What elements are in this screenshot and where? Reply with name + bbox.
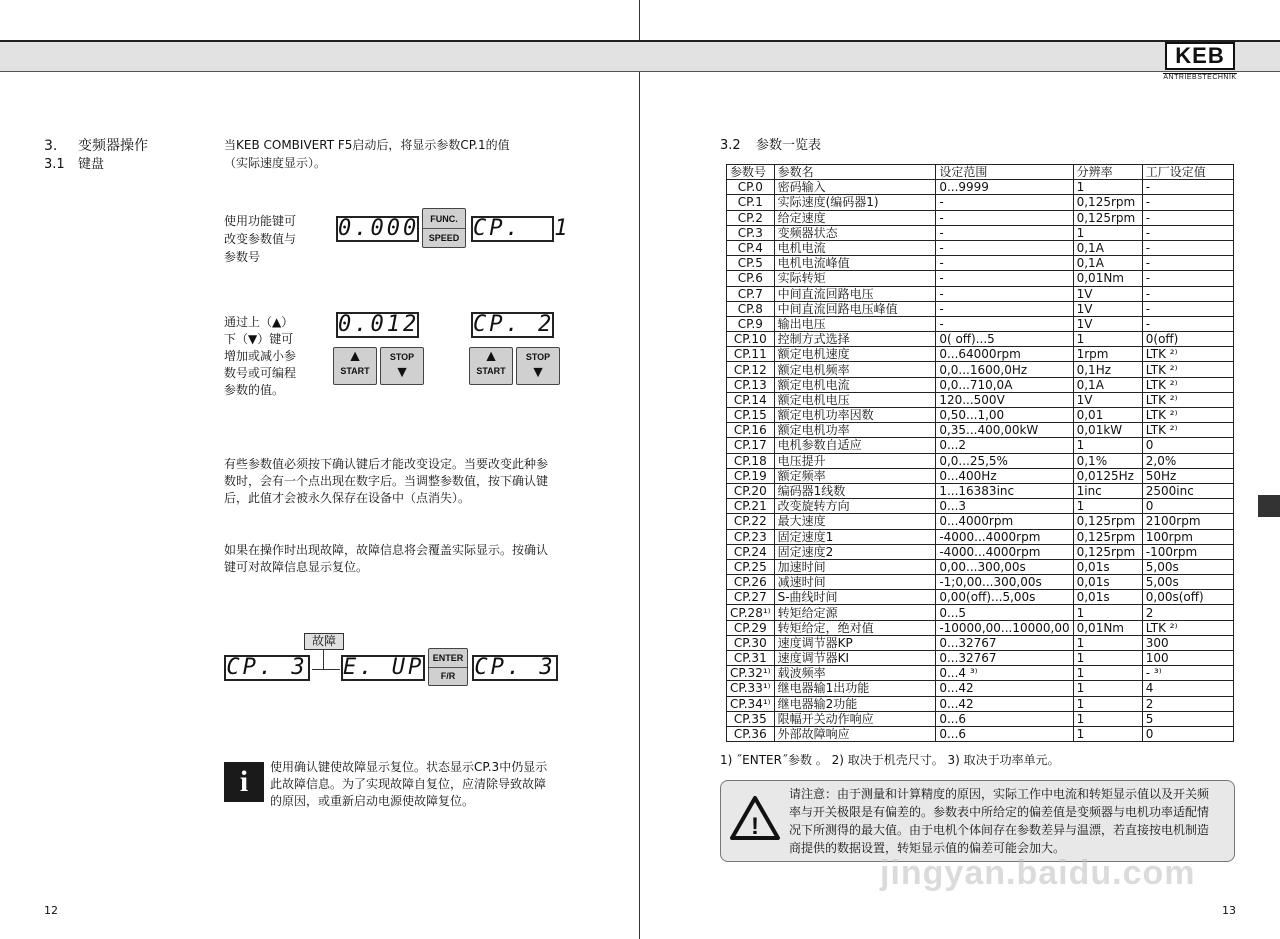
range-cell: - bbox=[936, 210, 1073, 225]
param-name-cell: 额定电机电压 bbox=[774, 392, 936, 407]
right-section-number: 3.2 bbox=[720, 138, 741, 153]
enter-fr-key[interactable] bbox=[428, 648, 468, 686]
resolution-cell: 1 bbox=[1073, 635, 1142, 650]
fr-key-label: F/R bbox=[440, 671, 456, 681]
resolution-cell: 1V bbox=[1073, 286, 1142, 301]
table-row bbox=[727, 256, 1234, 271]
param-no-cell: CP.5 bbox=[727, 256, 775, 271]
default-cell: LTK ²⁾ bbox=[1142, 362, 1233, 377]
default-cell: LTK ²⁾ bbox=[1142, 423, 1233, 438]
param-no-cell: CP.34¹⁾ bbox=[727, 696, 775, 711]
table-row bbox=[727, 666, 1234, 681]
range-cell: 0,0...25,5% bbox=[936, 453, 1073, 468]
display-cp1: CP. 1 bbox=[473, 216, 571, 241]
start-up-key[interactable] bbox=[333, 347, 377, 385]
param-no-cell: CP.14 bbox=[727, 392, 775, 407]
display-cp3-after: CP. 3 bbox=[472, 655, 558, 681]
resolution-cell: 0,01Nm bbox=[1073, 271, 1142, 286]
default-cell: 5 bbox=[1142, 711, 1233, 726]
func-speed-key[interactable] bbox=[422, 208, 466, 248]
table-row bbox=[727, 590, 1234, 605]
param-name-cell: 限幅开关动作响应 bbox=[774, 711, 936, 726]
param-no-cell: CP.13 bbox=[727, 377, 775, 392]
param-name-cell: 额定频率 bbox=[774, 468, 936, 483]
default-cell: - bbox=[1142, 210, 1233, 225]
table-row bbox=[727, 514, 1234, 529]
confirm-text-3: 后，此值才会被永久保存在设备中（点消失）。 bbox=[224, 491, 471, 505]
default-cell: 0 bbox=[1142, 726, 1233, 741]
updown-text-4: 数号或可编程 bbox=[224, 366, 297, 380]
resolution-cell: 1 bbox=[1073, 651, 1142, 666]
resolution-cell: 0,01kW bbox=[1073, 423, 1142, 438]
range-cell: 0,0...710,0A bbox=[936, 377, 1073, 392]
table-row bbox=[727, 240, 1234, 255]
subsection-number: 3.1 bbox=[44, 157, 65, 172]
default-cell: 100 bbox=[1142, 651, 1233, 666]
resolution-cell: 0,01s bbox=[1073, 559, 1142, 574]
range-cell: 0...32767 bbox=[936, 651, 1073, 666]
param-name-cell: 最大速度 bbox=[774, 514, 936, 529]
param-no-cell: CP.7 bbox=[727, 286, 775, 301]
header-band bbox=[0, 40, 1280, 72]
default-cell: 2100rpm bbox=[1142, 514, 1233, 529]
param-no-cell: CP.8 bbox=[727, 301, 775, 316]
right-section-title: 参数一览表 bbox=[756, 138, 822, 153]
range-cell: - bbox=[936, 301, 1073, 316]
intro-line-2: （实际速度显示）。 bbox=[224, 156, 327, 170]
fault-text-1: 如果在操作时出现故障，故障信息将会覆盖实际显示。按确认 bbox=[224, 543, 549, 557]
param-name-cell: 速度调节器KP bbox=[774, 635, 936, 650]
table-row bbox=[727, 468, 1234, 483]
table-row bbox=[727, 316, 1234, 331]
range-cell: - bbox=[936, 195, 1073, 210]
param-name-cell: 中间直流回路电压峰值 bbox=[774, 301, 936, 316]
param-no-cell: CP.26 bbox=[727, 575, 775, 590]
param-no-cell: CP.25 bbox=[727, 559, 775, 574]
default-cell: - bbox=[1142, 225, 1233, 240]
param-name-cell: 额定电机功率因数 bbox=[774, 408, 936, 423]
param-no-cell: CP.29 bbox=[727, 620, 775, 635]
warning-text-1: 请注意：由于测量和计算精度的原因，实际工作中电流和转矩显示值以及开关频 bbox=[789, 787, 1210, 801]
param-no-cell: CP.0 bbox=[727, 180, 775, 195]
header-param-no: 参数号 bbox=[727, 165, 775, 180]
resolution-cell: 0,01Nm bbox=[1073, 620, 1142, 635]
default-cell: 5,00s bbox=[1142, 559, 1233, 574]
param-name-cell: 实际转矩 bbox=[774, 271, 936, 286]
table-row bbox=[727, 544, 1234, 559]
range-cell: 1...16383inc bbox=[936, 483, 1073, 498]
down-arrow-icon: ▼ bbox=[394, 364, 410, 381]
table-row bbox=[727, 726, 1234, 741]
default-cell: 5,00s bbox=[1142, 575, 1233, 590]
param-name-cell: 继电器输1出功能 bbox=[774, 681, 936, 696]
table-row bbox=[727, 210, 1234, 225]
range-cell: - bbox=[936, 225, 1073, 240]
range-cell: 0...64000rpm bbox=[936, 347, 1073, 362]
fault-connector-v bbox=[323, 650, 324, 670]
default-cell: 100rpm bbox=[1142, 529, 1233, 544]
resolution-cell: 1 bbox=[1073, 681, 1142, 696]
param-name-cell: 额定电机速度 bbox=[774, 347, 936, 362]
stop-key-label: STOP bbox=[389, 352, 415, 362]
table-row bbox=[727, 575, 1234, 590]
keb-logo-subtitle: ANTRIEBSTECHNIK bbox=[1163, 74, 1237, 81]
resolution-cell: 0,01s bbox=[1073, 575, 1142, 590]
resolution-cell: 0,125rpm bbox=[1073, 529, 1142, 544]
subsection-title: 键盘 bbox=[78, 157, 105, 172]
default-cell: LTK ²⁾ bbox=[1142, 377, 1233, 392]
range-cell: -4000...4000rpm bbox=[936, 544, 1073, 559]
default-cell: 0(off) bbox=[1142, 332, 1233, 347]
func-text-2: 改变参数值与 bbox=[224, 232, 297, 246]
default-cell: - bbox=[1142, 286, 1233, 301]
range-cell: 0...400Hz bbox=[936, 468, 1073, 483]
param-name-cell: 输出电压 bbox=[774, 316, 936, 331]
default-cell: LTK ²⁾ bbox=[1142, 408, 1233, 423]
warning-text-3: 况下所测得的最大值。由于电机个体间存在参数差异与温漂，若直接按电机制造 bbox=[789, 823, 1210, 837]
default-cell: - bbox=[1142, 180, 1233, 195]
resolution-cell: 0,1% bbox=[1073, 453, 1142, 468]
table-row bbox=[727, 635, 1234, 650]
info-text-2: 此故障信息。为了实现故障自复位，应清除导致故障 bbox=[270, 777, 547, 791]
resolution-cell: 0,01 bbox=[1073, 408, 1142, 423]
range-cell: 0,0...1600,0Hz bbox=[936, 362, 1073, 377]
enter-key-label: ENTER bbox=[429, 649, 467, 668]
info-text-1: 使用确认键使故障显示复位。状态显示CP.3中仍显示 bbox=[270, 760, 548, 774]
updown-text-1: 通过上（▲） bbox=[224, 315, 294, 329]
param-name-cell: 外部故障响应 bbox=[774, 726, 936, 741]
resolution-cell: 1rpm bbox=[1073, 347, 1142, 362]
resolution-cell: 0,01s bbox=[1073, 590, 1142, 605]
func-text-1: 使用功能键可 bbox=[224, 214, 297, 228]
range-cell: 0,50...1,00 bbox=[936, 408, 1073, 423]
section-title: 变频器操作 bbox=[78, 138, 148, 154]
warning-text-2: 率与开关极限是有偏差的。参数表中所给定的偏差值是变频器与电机功率适配情 bbox=[789, 805, 1210, 819]
param-no-cell: CP.21 bbox=[727, 499, 775, 514]
range-cell: - bbox=[936, 240, 1073, 255]
resolution-cell: 1 bbox=[1073, 499, 1142, 514]
param-name-cell: 额定电机频率 bbox=[774, 362, 936, 377]
param-name-cell: 额定电机功率 bbox=[774, 423, 936, 438]
warning-icon bbox=[729, 795, 781, 841]
param-no-cell: CP.10 bbox=[727, 332, 775, 347]
param-no-cell: CP.12 bbox=[727, 362, 775, 377]
range-cell: 0...6 bbox=[936, 726, 1073, 741]
param-no-cell: CP.24 bbox=[727, 544, 775, 559]
default-cell: - bbox=[1142, 240, 1233, 255]
header-resolution: 分辨率 bbox=[1073, 165, 1142, 180]
param-name-cell: 给定速度 bbox=[774, 210, 936, 225]
param-name-cell: 转矩给定，绝对值 bbox=[774, 620, 936, 635]
resolution-cell: 0,1A bbox=[1073, 256, 1142, 271]
param-no-cell: CP.23 bbox=[727, 529, 775, 544]
param-no-cell: CP.33¹⁾ bbox=[727, 681, 775, 696]
resolution-cell: 1 bbox=[1073, 225, 1142, 240]
table-row bbox=[727, 438, 1234, 453]
table-row bbox=[727, 681, 1234, 696]
param-no-cell: CP.18 bbox=[727, 453, 775, 468]
param-no-cell: CP.17 bbox=[727, 438, 775, 453]
default-cell: - bbox=[1142, 271, 1233, 286]
stop-key-label: STOP bbox=[525, 352, 551, 362]
resolution-cell: 0,1Hz bbox=[1073, 362, 1142, 377]
param-name-cell: 密码输入 bbox=[774, 180, 936, 195]
resolution-cell: 1 bbox=[1073, 666, 1142, 681]
resolution-cell: 0,125rpm bbox=[1073, 210, 1142, 225]
param-no-cell: CP.32¹⁾ bbox=[727, 666, 775, 681]
display-value: 0.000 bbox=[338, 216, 420, 241]
info-icon: i bbox=[224, 762, 264, 802]
default-cell: - bbox=[1142, 256, 1233, 271]
table-header-row bbox=[727, 165, 1234, 180]
table-row bbox=[727, 423, 1234, 438]
page-number-right: 13 bbox=[1222, 904, 1236, 917]
table-row bbox=[727, 286, 1234, 301]
header-default: 工厂设定值 bbox=[1142, 165, 1233, 180]
range-cell: 0...42 bbox=[936, 681, 1073, 696]
page-spine bbox=[639, 0, 640, 939]
warning-mark: ! bbox=[751, 813, 759, 840]
table-row bbox=[727, 499, 1234, 514]
default-cell: 50Hz bbox=[1142, 468, 1233, 483]
updown-text-5: 参数的值。 bbox=[224, 383, 285, 397]
table-row bbox=[727, 180, 1234, 195]
range-cell: - bbox=[936, 256, 1073, 271]
param-name-cell: 改变旋转方向 bbox=[774, 499, 936, 514]
resolution-cell: 0,125rpm bbox=[1073, 195, 1142, 210]
resolution-cell: 1 bbox=[1073, 605, 1142, 620]
param-no-cell: CP.11 bbox=[727, 347, 775, 362]
param-no-cell: CP.20 bbox=[727, 483, 775, 498]
resolution-cell: 0,125rpm bbox=[1073, 514, 1142, 529]
table-footnote: 1) ˝ENTER˝参数 。 2) 取决于机壳尺寸。 3) 取决于功率单元。 bbox=[720, 753, 1060, 767]
down-arrow-icon: ▼ bbox=[530, 364, 546, 381]
resolution-cell: 1inc bbox=[1073, 483, 1142, 498]
default-cell: 2 bbox=[1142, 605, 1233, 620]
param-no-cell: CP.22 bbox=[727, 514, 775, 529]
resolution-cell: 1 bbox=[1073, 332, 1142, 347]
resolution-cell: 1 bbox=[1073, 726, 1142, 741]
range-cell: 0...4000rpm bbox=[936, 514, 1073, 529]
range-cell: 0...4 ³⁾ bbox=[936, 666, 1073, 681]
range-cell: - bbox=[936, 286, 1073, 301]
table-row bbox=[727, 347, 1234, 362]
range-cell: 0,00...300,00s bbox=[936, 559, 1073, 574]
range-cell: -4000...4000rpm bbox=[936, 529, 1073, 544]
table-row bbox=[727, 271, 1234, 286]
param-name-cell: 继电器输2功能 bbox=[774, 696, 936, 711]
table-row bbox=[727, 362, 1234, 377]
param-no-cell: CP.35 bbox=[727, 711, 775, 726]
param-name-cell: 电机参数自适应 bbox=[774, 438, 936, 453]
resolution-cell: 0,1A bbox=[1073, 240, 1142, 255]
param-no-cell: CP.1 bbox=[727, 195, 775, 210]
param-name-cell: 电压提升 bbox=[774, 453, 936, 468]
start-up-key-2[interactable] bbox=[469, 347, 513, 385]
default-cell: - bbox=[1142, 195, 1233, 210]
display-error-eup: E. UP bbox=[343, 655, 425, 680]
range-cell: - bbox=[936, 316, 1073, 331]
range-cell: 0...9999 bbox=[936, 180, 1073, 195]
table-row bbox=[727, 696, 1234, 711]
param-name-cell: 实际速度(编码器1) bbox=[774, 195, 936, 210]
header-param-name: 参数名 bbox=[774, 165, 936, 180]
param-name-cell: 速度调节器KI bbox=[774, 651, 936, 666]
param-name-cell: 载波频率 bbox=[774, 666, 936, 681]
table-row bbox=[727, 605, 1234, 620]
func-key-label: FUNC. bbox=[423, 209, 465, 229]
speed-key-label: SPEED bbox=[428, 233, 460, 243]
resolution-cell: 1V bbox=[1073, 392, 1142, 407]
default-cell: - ³⁾ bbox=[1142, 666, 1233, 681]
default-cell: -100rpm bbox=[1142, 544, 1233, 559]
default-cell: 0 bbox=[1142, 438, 1233, 453]
warning-box bbox=[720, 780, 1235, 862]
confirm-text-1: 有些参数值必须按下确认键后才能改变设定。当要改变此种参 bbox=[224, 457, 549, 471]
resolution-cell: 1 bbox=[1073, 180, 1142, 195]
parameter-table bbox=[726, 164, 1234, 742]
table-row bbox=[727, 408, 1234, 423]
range-cell: 0...2 bbox=[936, 438, 1073, 453]
fault-text-2: 键可对故障信息显示复位。 bbox=[224, 560, 369, 574]
intro-line-1: 当KEB COMBIVERT F5启动后，将显示参数CP.1的值 bbox=[224, 138, 510, 152]
range-cell: - bbox=[936, 271, 1073, 286]
param-no-cell: CP.31 bbox=[727, 651, 775, 666]
up-arrow-icon: ▲ bbox=[483, 348, 499, 365]
default-cell: 2,0% bbox=[1142, 453, 1233, 468]
param-no-cell: CP.15 bbox=[727, 408, 775, 423]
param-no-cell: CP.36 bbox=[727, 726, 775, 741]
table-row bbox=[727, 711, 1234, 726]
range-cell: 120...500V bbox=[936, 392, 1073, 407]
header-range: 设定范围 bbox=[936, 165, 1073, 180]
fault-label: 故障 bbox=[304, 633, 344, 650]
range-cell: -1;0,00...300,00s bbox=[936, 575, 1073, 590]
start-key-label: START bbox=[476, 366, 506, 376]
table-row bbox=[727, 483, 1234, 498]
table-row bbox=[727, 377, 1234, 392]
range-cell: 0...3 bbox=[936, 499, 1073, 514]
fault-connector-h bbox=[312, 669, 340, 670]
stop-down-key[interactable] bbox=[380, 347, 424, 385]
resolution-cell: 0,0125Hz bbox=[1073, 468, 1142, 483]
default-cell: LTK ²⁾ bbox=[1142, 392, 1233, 407]
resolution-cell: 1V bbox=[1073, 301, 1142, 316]
default-cell: - bbox=[1142, 316, 1233, 331]
updown-text-2: 下（▼）键可 bbox=[224, 332, 294, 346]
table-row bbox=[727, 529, 1234, 544]
chapter-tab bbox=[1258, 495, 1280, 517]
range-cell: 0( off)...5 bbox=[936, 332, 1073, 347]
range-cell: -10000,00...10000,00 bbox=[936, 620, 1073, 635]
param-no-cell: CP.2 bbox=[727, 210, 775, 225]
param-name-cell: 电机电流 bbox=[774, 240, 936, 255]
param-no-cell: CP.9 bbox=[727, 316, 775, 331]
param-name-cell: 控制方式选择 bbox=[774, 332, 936, 347]
display-012: 0.012 bbox=[338, 312, 420, 337]
param-name-cell: 转矩给定源 bbox=[774, 605, 936, 620]
param-no-cell: CP.19 bbox=[727, 468, 775, 483]
resolution-cell: 1V bbox=[1073, 316, 1142, 331]
resolution-cell: 0,1A bbox=[1073, 377, 1142, 392]
default-cell: 0,00s(off) bbox=[1142, 590, 1233, 605]
param-no-cell: CP.6 bbox=[727, 271, 775, 286]
param-name-cell: 电机电流峰值 bbox=[774, 256, 936, 271]
range-cell: 0,00(off)...5,00s bbox=[936, 590, 1073, 605]
param-no-cell: CP.16 bbox=[727, 423, 775, 438]
updown-text-3: 增加或减小参 bbox=[224, 349, 297, 363]
param-name-cell: 编码器1线数 bbox=[774, 483, 936, 498]
param-no-cell: CP.28¹⁾ bbox=[727, 605, 775, 620]
table-row bbox=[727, 559, 1234, 574]
table-row bbox=[727, 651, 1234, 666]
resolution-cell: 0,125rpm bbox=[1073, 544, 1142, 559]
resolution-cell: 1 bbox=[1073, 711, 1142, 726]
param-no-cell: CP.3 bbox=[727, 225, 775, 240]
default-cell: 2 bbox=[1142, 696, 1233, 711]
param-name-cell: 中间直流回路电压 bbox=[774, 286, 936, 301]
resolution-cell: 1 bbox=[1073, 438, 1142, 453]
warning-text-4: 商提供的数据设置，转矩显示值的偏差可能会加大。 bbox=[789, 841, 1066, 855]
default-cell: LTK ²⁾ bbox=[1142, 620, 1233, 635]
display-cp3-before: CP. 3 bbox=[224, 655, 310, 681]
table-body bbox=[727, 180, 1234, 742]
stop-down-key-2[interactable] bbox=[516, 347, 560, 385]
param-name-cell: 加速时间 bbox=[774, 559, 936, 574]
info-text-3: 的原因，或重新启动电源使故障复位。 bbox=[270, 794, 475, 808]
default-cell: LTK ²⁾ bbox=[1142, 347, 1233, 362]
table-row bbox=[727, 225, 1234, 240]
table-row bbox=[727, 332, 1234, 347]
default-cell: 4 bbox=[1142, 681, 1233, 696]
keb-logo: KEB bbox=[1165, 42, 1235, 70]
param-name-cell: S-曲线时间 bbox=[774, 590, 936, 605]
table-row bbox=[727, 392, 1234, 407]
param-no-cell: CP.27 bbox=[727, 590, 775, 605]
resolution-cell: 1 bbox=[1073, 696, 1142, 711]
confirm-text-2: 数时，会有一个点出现在数字后。当调整参数值，按下确认键 bbox=[224, 474, 549, 488]
range-cell: 0...32767 bbox=[936, 635, 1073, 650]
range-cell: 0...5 bbox=[936, 605, 1073, 620]
start-key-label: START bbox=[340, 366, 370, 376]
range-cell: 0...6 bbox=[936, 711, 1073, 726]
param-name-cell: 固定速度2 bbox=[774, 544, 936, 559]
table-row bbox=[727, 620, 1234, 635]
table-row bbox=[727, 453, 1234, 468]
param-name-cell: 额定电机电流 bbox=[774, 377, 936, 392]
param-no-cell: CP.4 bbox=[727, 240, 775, 255]
param-name-cell: 变频器状态 bbox=[774, 225, 936, 240]
param-name-cell: 固定速度1 bbox=[774, 529, 936, 544]
default-cell: 0 bbox=[1142, 499, 1233, 514]
range-cell: 0,35...400,00kW bbox=[936, 423, 1073, 438]
up-arrow-icon: ▲ bbox=[347, 348, 363, 365]
param-name-cell: 减速时间 bbox=[774, 575, 936, 590]
watermark: jingyan.baidu.com bbox=[880, 854, 1196, 892]
table-row bbox=[727, 301, 1234, 316]
range-cell: 0...42 bbox=[936, 696, 1073, 711]
display-cp2: CP. 2 bbox=[473, 312, 555, 337]
param-no-cell: CP.30 bbox=[727, 635, 775, 650]
default-cell: 2500inc bbox=[1142, 483, 1233, 498]
section-number: 3. bbox=[44, 138, 58, 154]
func-text-3: 参数号 bbox=[224, 250, 261, 264]
default-cell: 300 bbox=[1142, 635, 1233, 650]
default-cell: - bbox=[1142, 301, 1233, 316]
page-number-left: 12 bbox=[44, 904, 58, 917]
table-row bbox=[727, 195, 1234, 210]
